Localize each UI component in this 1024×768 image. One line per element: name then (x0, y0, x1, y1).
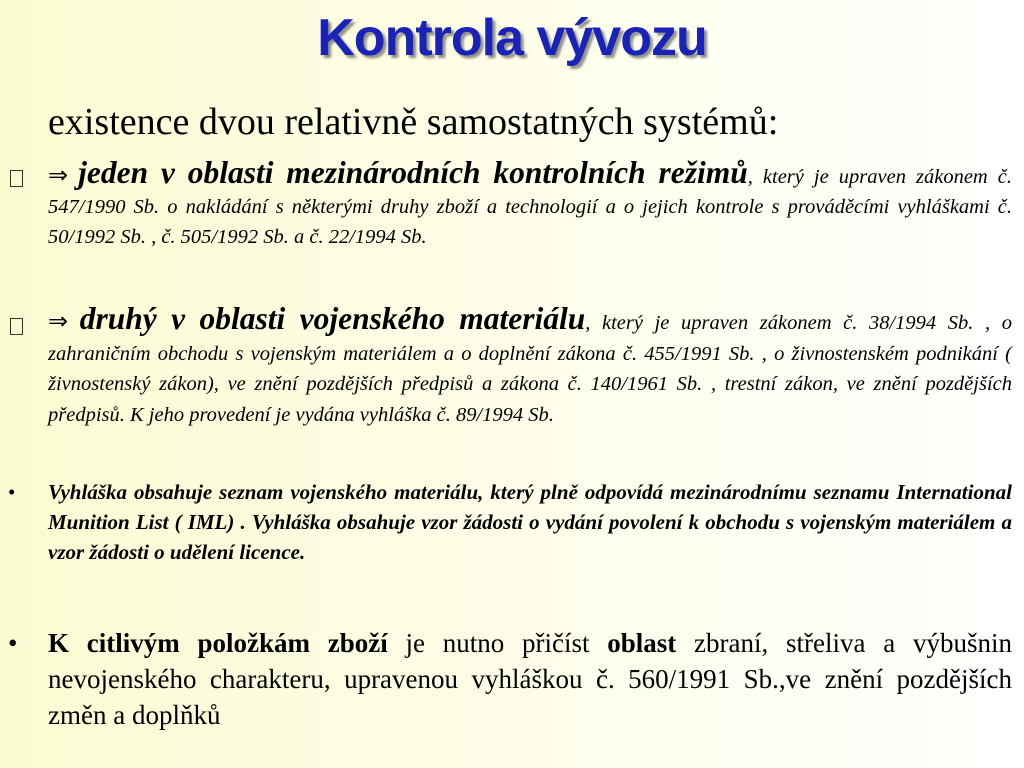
bullet-item-decree (8, 477, 1012, 567)
item-lead-text: jeden v oblasti mezinárodních kontrolních režimů (78, 155, 748, 190)
slide-title: Kontrola vývozu (317, 9, 707, 67)
bullet-item-military-material (48, 301, 1013, 430)
sensitive-goods-text-1: je nutno přičíst (387, 628, 608, 658)
sensitive-goods-text-2: zbraní, střeliva a výbušnin nevojenského charakteru, upravenou vyhláškou č. 560/1991 Sb.,ve znění pozdějších změn a doplňků (48, 628, 1012, 730)
item-body-text: , který je upraven zákonem č. 547/1990 Sb. o nakládání s některými druhy zboží a technologií a o jejich kontrole s prováděcími vyhláškami č. 50/1992 Sb. , č. 505/1992 Sb. a č. 22/1994 Sb. (48, 166, 1012, 248)
item-body-text: , který je upraven zákonem č. 38/1994 Sb. , o zahraničním obchodu s vojenským materiálem a o doplnění zákona č. 455/1991 Sb. , o živnostenském podnikání ( živnostenský zákon), ve znění pozdějších předpisů a zákona č. 140/1961 Sb. , trestní zákon, ve znění pozdějších předpisů. K jeho provedení je vydána vyhláška č. 89/1994 Sb. (48, 312, 1013, 426)
subtitle-colon: : (767, 101, 779, 143)
round-bullet-icon: • (8, 480, 16, 504)
implies-arrow-icon: ⇒ (48, 307, 69, 335)
box-bullet-icon (10, 166, 23, 196)
box-bullet-icon (10, 314, 23, 345)
round-bullet-icon: • (8, 628, 18, 658)
slide-subtitle (48, 102, 778, 144)
item-lead-text: druhý v oblasti vojenského materiálu (79, 301, 586, 336)
implies-arrow-icon: ⇒ (48, 161, 69, 189)
bullet-item-sensitive-goods (8, 625, 1012, 733)
sensitive-goods-bold-text: K citlivým položkám zboží (48, 628, 388, 658)
bullet-item-international-regimes (48, 155, 1012, 252)
sensitive-goods-bold-area: oblast (607, 628, 677, 658)
decree-text: Vyhláška obsahuje seznam vojenského materiálu, který plně odpovídá mezinárodnímu seznamu International Munition List ( IML) . Vyhláška obsahuje vzor žádosti o vydání povolení k obchodu s vojenským materiálem a vzor žádosti o udělení licence. (48, 480, 1012, 564)
subtitle-text: existence dvou relativně samostatných systémů (48, 101, 768, 143)
